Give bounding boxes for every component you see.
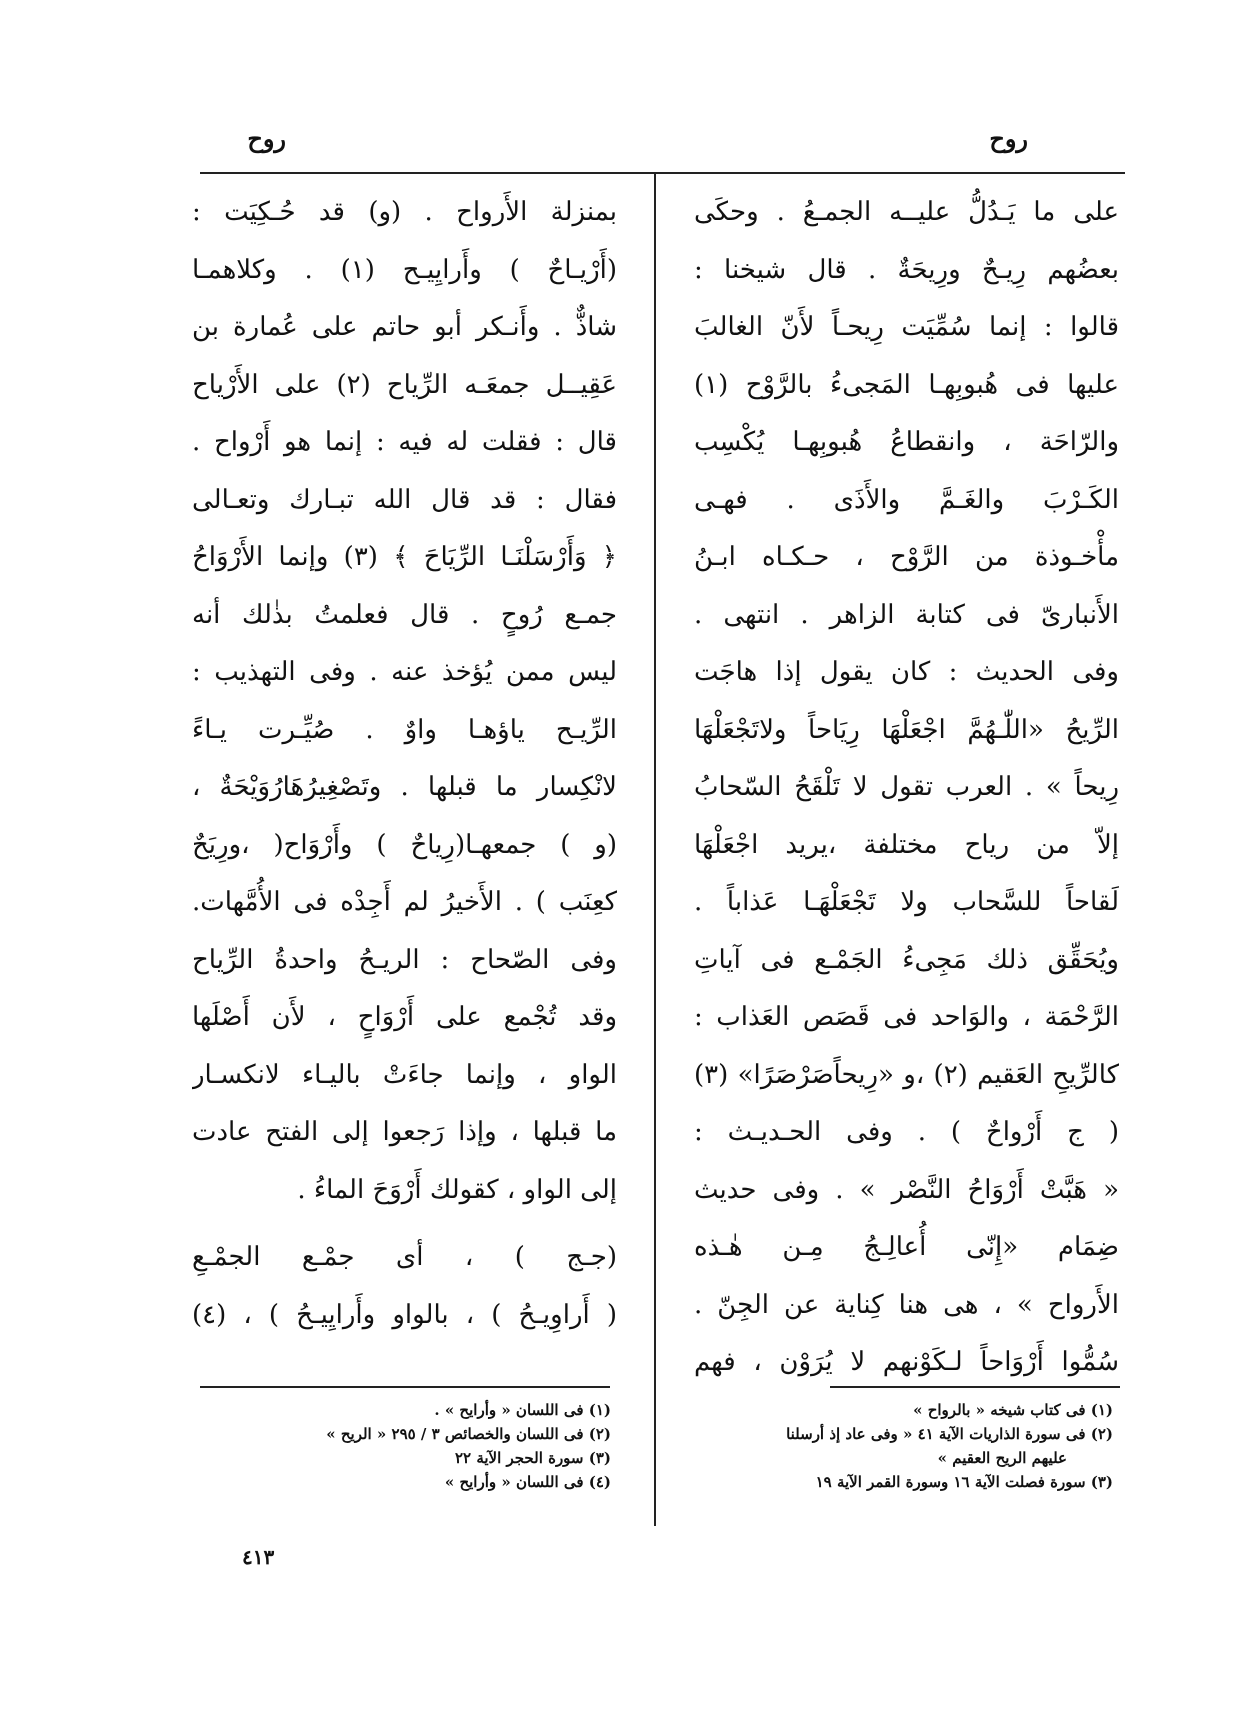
text-line: « هَبَّتْ أَرْوَاحُ النَّصْر » . وفى حديث [694,1174,1119,1205]
text-line: ما قبلها ، وإذا رَجعوا إلى الفتح عادت [192,1117,617,1147]
text-line: ( ج أَرْواحٌ ) . وفى الحـديـث : [694,1117,1119,1147]
text-line: الكَـرْبَ والغَـمَّ والأَذَى . فهـى [694,484,1119,515]
text-line: الرَّحْمَة ، والوَاحد فى قَصَص العَذاب : [694,1002,1119,1032]
left-column [192,184,617,1344]
text-line: إلاّ من رياح مختلفة ،يريد اجْعَلْهَا [694,829,1119,860]
footnote-rule-right [830,1386,1120,1388]
text-line: ( أَراوِيـحُ ) ، بالواو وأَرايِيـحُ ) ، (٤) [192,1299,617,1330]
text-line: سُمُّوا أَرْوَاحاً لـكَوْنهم لا يُرَوْن ، فهم [694,1347,1119,1377]
text-line: شاذٌّ . وأَنـكر أبو حاتم على عُمارة بن [192,312,617,342]
text-line: ويُحَقِّق ذلك مَجِىءُ الجَمْـع فى آياتِ [694,944,1119,975]
text-line: (أَرْيـاحٌ ) وأَرايِيـح (١) . وكلاهمـا [192,254,617,285]
running-header-left: روح [247,124,286,153]
text-line: مأْخـوذة من الرَّوْح ، حـكـاه ابـنُ [694,542,1119,572]
footnote-line: (١) فى كتاب شيخه « بالرواح » [913,1401,1113,1419]
text-line: لانْكِسار ما قبلها . وتَصْغِيرُهَارُوَيْحَةٌ ، [192,772,617,802]
text-line: ضِمَام «إِنّى أُعالِـجُ مِـن هٰـذه [694,1232,1119,1262]
text-line: وفى الصّحاح : الريـحُ واحدةُ الرِّياح [192,944,617,975]
text-line: قالوا : إنما سُمِّيَت رِيحـاً لأَنّ الغالبَ [694,312,1119,342]
footnote-line: عليهم الريح العقيم » [937,1449,1067,1467]
text-line: الرِّيـح ياؤهـا واوٌ . صُيِّـرت يـاءً [192,714,617,745]
text-line: ليس ممن يُؤخذ عنه . وفى التهذيب : [192,657,617,687]
text-line: إلى الواو ، كقولك أَرْوَحَ الماءُ . [297,1174,617,1205]
text-line: كالرِّيحِ العَقيم (٢) ،و «رِيحاًصَرْصَرًا» (٣) [694,1059,1119,1090]
text-line: قال : فقلت له فيه : إنما هو أَرْواح . [192,427,617,457]
text-line: الرِّيحُ «اللّٰـهُمَّ اجْعَلْهَا رِيَاحاً ولاتَجْعَلْهَا [694,714,1119,745]
running-header-right: روح [989,124,1028,153]
text-line: على ما يَـدُلُّ عليــه الجمـعُ . وحكَى [694,197,1119,227]
paragraph-gap [192,1219,617,1229]
footnote-line: (٤) فى اللسان « وأرايح » [444,1473,611,1491]
text-line: وقد تُجْمع على أَرْوَاحٍ ، لأَن أَصْلَها [192,1002,617,1032]
column-divider [654,173,656,1526]
text-line: لَقاحاً للسَّحاب ولا تَجْعَلْهَـا عَذاباً . [694,887,1119,917]
text-line: رِيحاً » . العرب تقول لا تَلْقَحُ السّحابُ [694,772,1119,802]
text-line: (جـج ) ، أى جمْـع الجمْـعِ [192,1242,617,1272]
footnote-rule-left [200,1386,610,1388]
text-line: والرّاحَة ، وانقطاعُ هُبوبِهـا يُكْسِب [694,427,1119,457]
text-line: عَقِيــل جمعَـه الرِّياح (٢) على الأَرْياح [192,369,617,400]
text-line: بعضُهم رِيـحٌ ورِيحَةٌ . قال شيخنا : [694,254,1119,285]
footnote-line: (٣) سورة الحجر الآية ٢٢ [454,1449,611,1467]
footnote-line: (١) فى اللسان « وأرايح » . [434,1401,611,1419]
text-line: الأَرواح » ، هى هنا كِناية عن الجِنّ . [694,1289,1119,1320]
footnote-line: (٣) سورة فصلت الآية ١٦ وسورة القمر الآية ١٩ [815,1473,1113,1491]
right-column [694,184,1119,1392]
text-line: بمنزلة الأَرواح . (و) قد حُـكِيَت : [192,197,617,227]
footnotes-left [192,1398,617,1494]
footnote-line: (٢) فى سورة الذاريات الآية ٤١ « وفى عاد إذ أرسلنا [786,1425,1113,1443]
text-line: الواو ، وإنما جاءَتْ باليـاء لانكسـار [192,1059,617,1090]
text-line: جمـع رُوحٍ . قال فعلمتُ بذٰلك أنه [192,599,617,630]
footnote-line: (٢) فى اللسان والخصائص ٣ / ٢٩٥ « الريح » [326,1425,611,1443]
text-line: ﴿ وَأَرْسَلْنَـا الرِّيَاحَ ﴾ (٣) وإنما الأَرْوَاحُ [192,542,617,572]
text-line: فقال : قد قال الله تبـارك وتعـالى [192,484,617,515]
text-line: وفى الحديث : كان يقول إذا هاجَت [694,657,1119,687]
text-line: كعِنَب ) . الأَخيرُ لم أَجِدْه فى الأُمَّهات. [192,887,617,917]
page-number: ٤١٣ [242,1545,275,1569]
header-rule [200,172,1125,174]
footnotes-right [694,1398,1119,1494]
text-line: عليها فى هُبوبِهـا المَجىءُ بالرَّوْح (١) [694,369,1119,400]
text-line: الأَنبارىّ فى كتابة الزاهر . انتهى . [694,599,1119,630]
text-line: (و ) جمعهـا(رِياحٌ ) وأَرْوَاح( ،ورِيَحٌ [192,829,617,860]
